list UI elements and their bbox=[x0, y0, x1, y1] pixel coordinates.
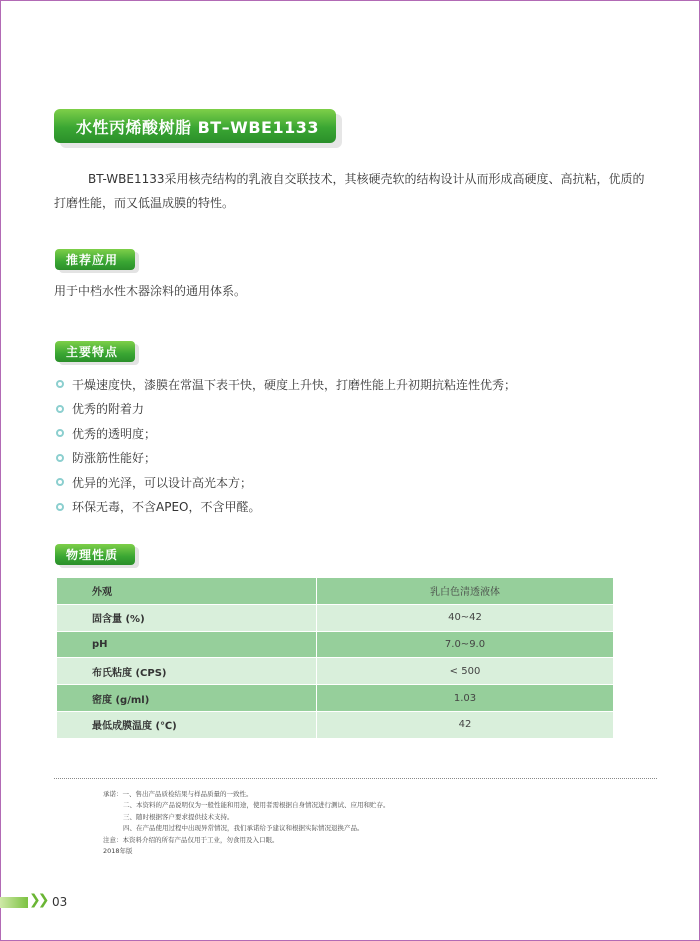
table-row bbox=[57, 578, 614, 605]
double-chevron-icon: ❯❯ bbox=[29, 892, 47, 908]
bullet-icon bbox=[56, 478, 64, 486]
section-heading-label: 物理性质 bbox=[66, 548, 119, 562]
property-name: pH bbox=[57, 631, 317, 658]
intro-paragraph: BT-WBE1133采用核壳结构的乳液自交联技术，其核硬壳软的结构设计从而形成高硬度、高抗粘，优质的打磨性能，而又低温成膜的特性。 bbox=[54, 172, 645, 210]
property-value: 乳白色清透液体 bbox=[317, 578, 614, 605]
list-item: 环保无毒，不含APEO，不含甲醛。 bbox=[56, 495, 656, 520]
section-heading-application bbox=[55, 249, 135, 270]
table-row bbox=[57, 711, 614, 738]
page-title: 水性丙烯酸树脂 BT–WBE1133 bbox=[76, 117, 319, 137]
list-item: 优秀的透明度； bbox=[56, 421, 656, 446]
property-name: 最低成膜温度 (℃) bbox=[57, 711, 317, 738]
dotted-divider bbox=[54, 778, 657, 779]
note-line: 三、随时根据客户要求提供技术支持。 bbox=[123, 812, 234, 821]
section-heading-features bbox=[55, 341, 135, 362]
note-line: 注意：本资料介绍的所有产品仅用于工业，勿食用及入口眼。 bbox=[103, 835, 279, 844]
note-line: 承诺：一、售出产品质检结果与样品质量的一致性。 bbox=[103, 790, 253, 798]
table-row bbox=[57, 604, 614, 631]
table-row bbox=[57, 631, 614, 658]
property-name: 固含量 (%) bbox=[57, 604, 317, 631]
section-heading-properties bbox=[55, 544, 135, 565]
note-line: 四、在产品使用过程中出现异常情况，我们承诺给予建议和根据实际情况退换产品。 bbox=[123, 824, 364, 833]
list-item: 干燥速度快，漆膜在常温下表干快，硬度上升快，打磨性能上升初期抗粘连性优秀； bbox=[56, 372, 656, 397]
application-text: 用于中档水性木器涂料的通用体系。 bbox=[54, 284, 247, 298]
feature-list bbox=[56, 372, 656, 519]
property-name: 外观 bbox=[57, 578, 317, 605]
property-name: 布氏粘度 (CPS) bbox=[57, 658, 317, 685]
list-item: 优秀的附着力 bbox=[56, 397, 656, 422]
property-value: 1.03 bbox=[317, 685, 614, 712]
bullet-icon bbox=[56, 429, 64, 437]
bullet-icon bbox=[56, 405, 64, 413]
section-heading-label: 主要特点 bbox=[66, 345, 119, 359]
edition-year: 2018年版 bbox=[103, 847, 133, 856]
bullet-icon bbox=[56, 503, 64, 511]
property-value: < 500 bbox=[317, 658, 614, 685]
page-number: 03 bbox=[52, 895, 68, 909]
property-value: 40~42 bbox=[317, 604, 614, 631]
property-value: 42 bbox=[317, 711, 614, 738]
note-line: 二、本资料的产品说明仅为一般性能和用途，使用者需根据自身情况进行测试、应用和贮存。 bbox=[123, 801, 390, 810]
table-row bbox=[57, 658, 614, 685]
properties-table bbox=[56, 577, 614, 739]
disclaimer-notes bbox=[103, 789, 390, 857]
footer-accent-bar bbox=[0, 897, 28, 908]
section-heading-label: 推荐应用 bbox=[66, 253, 119, 267]
list-item: 优异的光泽，可以设计高光本方； bbox=[56, 470, 656, 495]
property-value: 7.0~9.0 bbox=[317, 631, 614, 658]
table-row bbox=[57, 685, 614, 712]
bullet-icon bbox=[56, 380, 64, 388]
list-item: 防涨筋性能好； bbox=[56, 446, 656, 471]
property-name: 密度 (g/ml) bbox=[57, 685, 317, 712]
title-banner bbox=[54, 109, 336, 143]
bullet-icon bbox=[56, 454, 64, 462]
